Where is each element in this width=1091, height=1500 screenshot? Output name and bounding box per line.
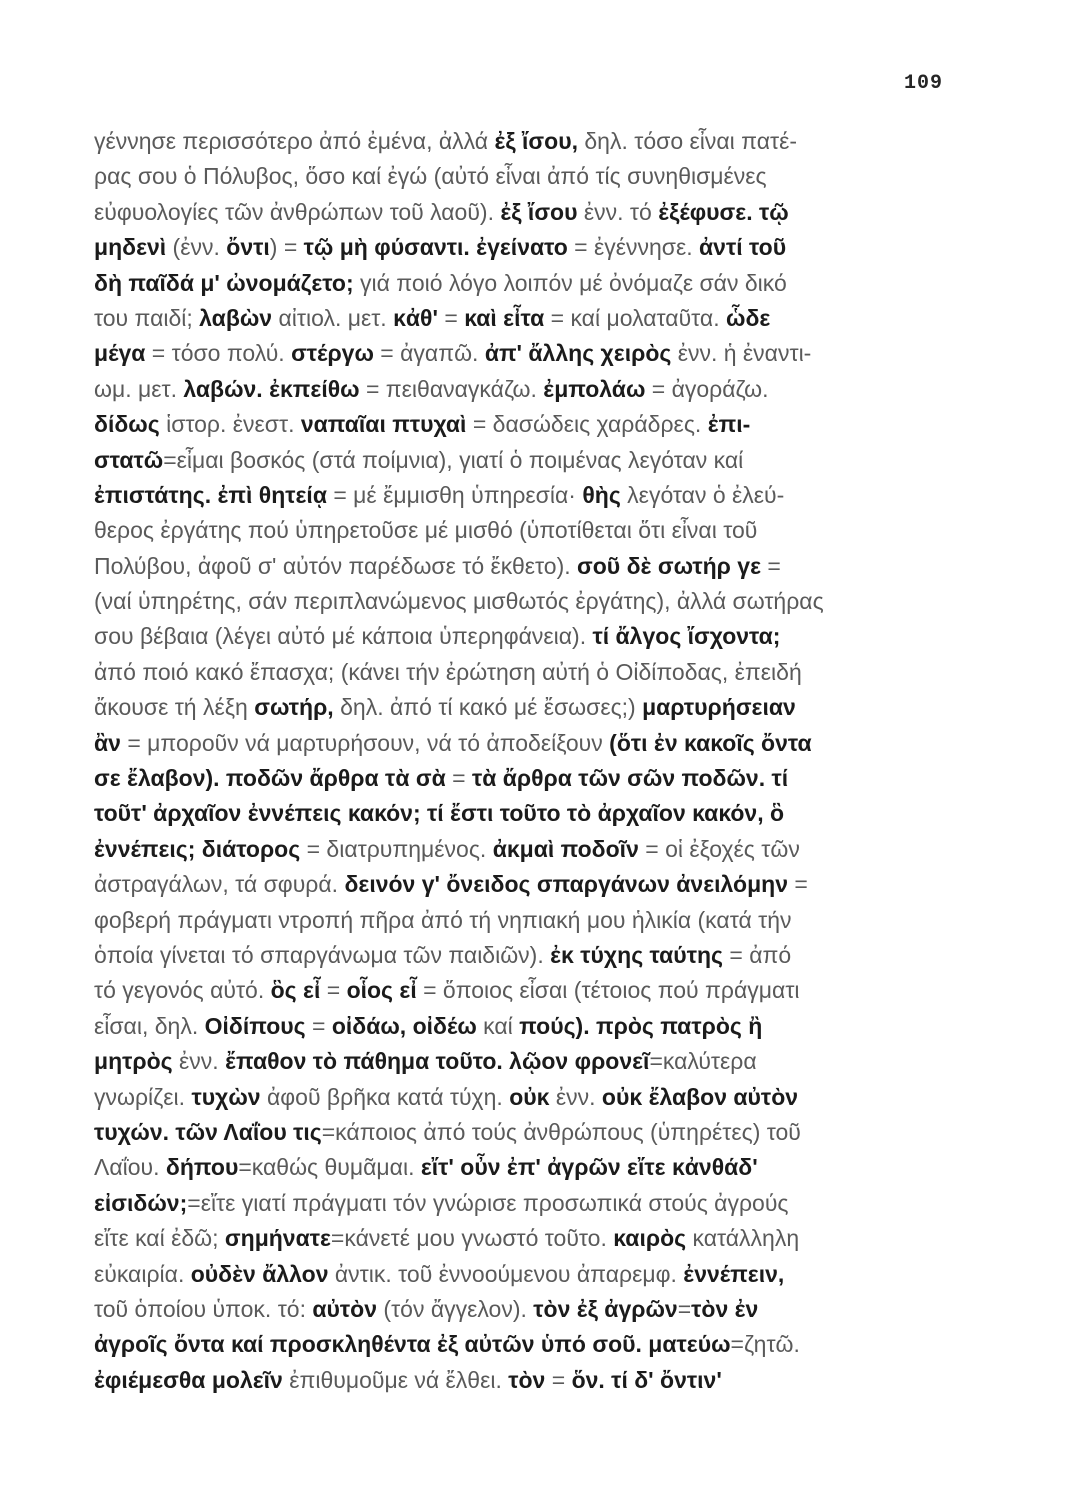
lemma-term: μέγα [94,340,146,367]
lemma-term: καὶ εἶτα [464,304,545,331]
lemma-term: τοῦτ' ἀρχαῖον ἐννέπεις κακόν; τί ἔστι τοῦτο τὸ ἀρχαῖον κακόν, ὃ [94,800,785,827]
text-line [94,124,939,159]
lemma-term: ὅν. τί δ' ὄντιν' [571,1366,722,1393]
lemma-term: ἐξ ἴσου [500,198,578,225]
lemma-term: δίδως [94,411,160,438]
gloss-text: ωμ. μετ. [94,375,184,402]
gloss-text: ἐνν. [549,1083,602,1110]
text-line [94,266,939,301]
gloss-text: εὐφυολογίες τῶν ἀνθρώπων τοῦ λαοῦ). [94,198,501,225]
gloss-text: = μέ ἔμμισθη ὑπηρεσία· [326,481,583,508]
lemma-term: εἴτ' οὖν ἐπ' ἀγρῶν εἴτε κἀνθάδ' [420,1154,758,1181]
gloss-text: γνωρίζει. [94,1083,192,1110]
text-line [94,1363,939,1398]
gloss-text: ὁποία γίνεται τό σπαργάνωμα τῶν παιδιῶν). [94,941,551,968]
text-line [94,1292,939,1327]
gloss-text: ἐνν. ἡ ἐναντι- [671,340,812,367]
lemma-term: τὰ ἄρθρα τῶν σῶν ποδῶν. τί [471,765,789,792]
lemma-term: σοῦ δὲ σωτήρ γε [577,552,761,579]
lemma-term: λαβών. ἐκπείθω [183,375,360,402]
text-line [94,1186,939,1221]
lemma-term: δήπου [165,1154,239,1181]
lemma-term: σημήνατε [224,1225,331,1252]
gloss-text: = καί μολαταῦτα. [544,304,727,331]
gloss-text: γέννησε περισσότερο ἀπό ἐμένα, ἀλλά [94,128,495,154]
lemma-term: ἀκμαὶ ποδοῖν [492,835,639,862]
gloss-text: =καθώς θυμᾶμαι. [238,1154,421,1181]
gloss-text: = [545,1366,572,1393]
commentary-text [94,124,939,1398]
text-line [94,619,939,654]
gloss-text: = [445,765,472,792]
lemma-term: ἐξ ἴσου, [494,128,578,154]
gloss-text: = [320,977,347,1004]
lemma-term: δὴ παῖδά μ' ὠνομάζετο; [94,269,354,296]
gloss-text: =ζητῶ. [730,1331,800,1358]
lemma-term: ἐννέπειν, [683,1260,785,1287]
text-line [94,230,939,265]
lemma-term: οὐκ ἔλαβον αὐτὸν [601,1083,799,1110]
lemma-term: πούς). πρὸς πατρὸς ἢ [519,1012,763,1039]
lemma-term: ἐκ τύχης ταύτης [550,941,723,968]
lemma-term: ἀγροῖς ὄντα καί προσκληθέντα ἐξ αὐτῶν ὑπό σοῦ. ματεύω [94,1331,731,1358]
gloss-text: δηλ. ἀπό τί κακό μέ ἔσωσες;) [333,694,643,721]
lemma-term: οἷος εἶ [346,977,417,1004]
lemma-term: εἰσιδών; [94,1189,188,1216]
lemma-term: τυχών. τῶν Λαΐου τις [94,1118,322,1145]
lemma-term: τὸν ἐξ ἀγρῶν [533,1295,678,1322]
lemma-term: ἐννέπεις; διάτορος [94,835,301,862]
lemma-term: ἐμπολάω [543,375,646,402]
gloss-text: ἀφοῦ βρῆκα κατά τύχη. [260,1083,510,1110]
lemma-term: τὸν [508,1366,546,1393]
text-line [94,584,939,619]
gloss-text: ἱστορ. ἐνεστ. [159,411,301,438]
lemma-term: (ὅτι ἐν κακοῖς ὄντα [609,729,812,756]
text-line [94,1327,939,1362]
gloss-text: =κάνετέ μου γνωστό τοῦτο. [330,1225,614,1252]
lemma-term: ἐξέφυσε. τῷ [658,198,789,225]
gloss-text: εἴτε καί ἐδῶ; [94,1225,225,1252]
gloss-text: ἀπό ποιό κακό ἔπασχα; (κάνει τήν ἐρώτηση αὐτή ὁ Οἰδίποδας, ἐπειδή [94,658,802,685]
lemma-term: αὐτὸν [312,1295,378,1322]
lemma-term: ἔπαθον τὸ πάθημα τοῦτο. λῷον φρονεῖ [225,1048,650,1075]
text-line [94,1257,939,1292]
gloss-text: = ἀπό [722,941,792,968]
gloss-text: (ἐνν. [166,234,227,261]
lemma-term: Οἰδίπους [204,1012,306,1039]
gloss-text: (ναί ὑπηρέτης, σάν περιπλανώμενος μισθωτός ἐργάτης), ἀλλά σωτήρας [94,588,824,615]
lemma-term: μητρὸς [94,1048,173,1075]
text-line [94,407,939,442]
gloss-text: αἰτιολ. μετ. [272,304,394,331]
lemma-term: ὧδε [726,304,771,331]
text-line [94,478,939,513]
gloss-text: = ἀγοράζω. [645,375,769,402]
lemma-term: ἐπι- [707,411,751,438]
lemma-term: ὄντι [226,234,270,261]
text-line [94,726,939,761]
gloss-text: =εἴτε γιατί πράγματι τόν γνώρισε προσωπικά στούς ἀγρούς [187,1189,789,1216]
gloss-text: θερος ἐργάτης πού ὑπηρετοῦσε μέ μισθό (ὑποτίθεται ὅτι εἶναι τοῦ [94,517,758,544]
gloss-text: = [677,1295,692,1322]
text-line [94,195,939,230]
text-line [94,1221,939,1256]
lemma-term: τῷ μὴ φύσαντι. ἐγείνατο [303,234,568,261]
gloss-text: ρας σου ὁ Πόλυβος, ὅσο καί ἐγώ (αὐτό εἶναι ἀπό τίς συνηθισμένες [94,163,767,190]
text-line [94,973,939,1008]
lemma-term: κἀθ' [393,304,438,331]
text-line [94,655,939,690]
gloss-text: = ἐγέννησε. [567,234,700,261]
lemma-term: ἀπ' ἄλλης χειρὸς [484,340,672,367]
gloss-text: ἄκουσε τή λέξη [94,694,255,721]
text-line [94,336,939,371]
lemma-term: δεινόν γ' ὄνειδος σπαργάνων ἀνειλόμην [344,871,788,898]
gloss-text: (τόν ἄγγελον). [377,1295,534,1322]
gloss-text: ) = [269,234,304,261]
gloss-text: ἐνν. τό [577,198,659,225]
lemma-term: ἂν [94,729,121,756]
gloss-text: = διατρυπημένος. [300,835,493,862]
lemma-term: τί ἄλγος ἴσχοντα; [592,623,781,650]
lemma-term: λαβὼν [199,304,273,331]
gloss-text: εἶσαι, δηλ. [94,1012,205,1039]
gloss-text: φοβερή πράγματι ντροπή πῆρα ἀπό τή νηπιακή μου ἡλικία (κατά τήν [94,906,792,933]
text-line [94,938,939,973]
gloss-text: γιά ποιό λόγο λοιπόν μέ ὀνόμαζε σάν δικό [353,269,787,296]
lemma-term: σε ἔλαβον). ποδῶν ἄρθρα τὰ σὰ [94,765,446,792]
gloss-text: Λαΐου. [94,1154,166,1181]
lemma-term: οἰδάω, οἰδέω [331,1012,477,1039]
text-line [94,690,939,725]
gloss-text: ἀντικ. τοῦ ἐννοούμενου ἀπαρεμφ. [328,1260,684,1287]
text-line [94,301,939,336]
text-line [94,372,939,407]
page-number: 109 [903,72,943,95]
lemma-term: ἀντί τοῦ [699,234,787,261]
gloss-text: =καλύτερα [649,1048,757,1075]
gloss-text: = μποροῦν νά μαρτυρήσουν, νά τό ἀποδείξουν [120,729,610,756]
text-line [94,1115,939,1150]
text-line [94,761,939,796]
gloss-text: τό γεγονός αὐτό. [94,977,271,1004]
text-line [94,1044,939,1079]
lemma-term: στέργω [291,340,374,367]
gloss-text: = πειθαναγκάζω. [359,375,544,402]
gloss-text: ἀστραγάλων, τά σφυρά. [94,871,345,898]
lemma-term: θὴς [582,481,621,508]
gloss-text: κατάλληλη [686,1225,800,1252]
gloss-text: καί [476,1012,520,1039]
lemma-term: ὃς εἶ [270,977,321,1004]
gloss-text: = [761,552,781,579]
gloss-text: = ἀγαπῶ. [373,340,485,367]
gloss-text: τοῦ ὁποίου ὑποκ. τό: [94,1295,313,1322]
text-line [94,1150,939,1185]
lemma-term: ναπαῖαι πτυχαὶ [300,411,467,438]
gloss-text: =εἶμαι βοσκός (στά ποίμνια), γιατί ὁ ποιμένας λεγόταν καί [163,446,744,473]
gloss-text: δηλ. τόσο εἶναι πατέ- [577,128,798,154]
gloss-text: = [437,304,465,331]
gloss-text: λεγόταν ὁ ἐλεύ- [620,481,785,508]
lemma-term: στατῶ [94,446,164,473]
gloss-text: = ὅποιος εἶσαι (τέτοιος πού πράγματι [416,977,800,1004]
lemma-term: οὐδὲν ἄλλον [190,1260,329,1287]
gloss-text: του παιδί; [94,304,200,331]
text-line [94,903,939,938]
text-line [94,549,939,584]
gloss-text: = δασώδεις χαράδρες. [466,411,708,438]
gloss-text: εὐκαιρία. [94,1260,191,1287]
text-line [94,1080,939,1115]
text-line [94,443,939,478]
text-line [94,1009,939,1044]
gloss-text: ἐπιθυμοῦμε νά ἔλθει. [282,1366,509,1393]
lemma-term: καιρὸς [613,1225,687,1252]
lemma-term: σωτήρ, [254,694,334,721]
text-line [94,796,939,831]
gloss-text: = τόσο πολύ. [145,340,292,367]
lemma-term: μηδενὶ [94,234,167,261]
gloss-text: ἐνν. [172,1048,226,1075]
gloss-text: = [305,1012,332,1039]
text-line [94,832,939,867]
lemma-term: τὸν ἐν [691,1295,759,1322]
gloss-text: = οἱ ἐξοχές τῶν [638,835,800,862]
gloss-text: =κάποιος ἀπό τούς ἀνθρώπους (ὑπηρέτες) τοῦ [321,1118,801,1145]
gloss-text: σου βέβαια (λέγει αὐτό μέ κάποια ὑπερηφάνεια). [94,623,593,650]
text-line [94,867,939,902]
lemma-term: οὐκ [509,1083,550,1110]
text-line [94,513,939,548]
gloss-text: = [788,871,808,898]
lemma-term: ἐφιέμεσθα μολεῖν [94,1366,283,1393]
lemma-term: ἐπιστάτης. ἐπὶ θητείᾳ [94,481,327,508]
lemma-term: τυχὼν [191,1083,261,1110]
lemma-term: μαρτυρήσειαν [642,694,796,721]
text-line [94,159,939,194]
gloss-text: Πολύβου, ἀφοῦ σ' αὐτόν παρέδωσε τό ἔκθετο). [94,552,578,579]
